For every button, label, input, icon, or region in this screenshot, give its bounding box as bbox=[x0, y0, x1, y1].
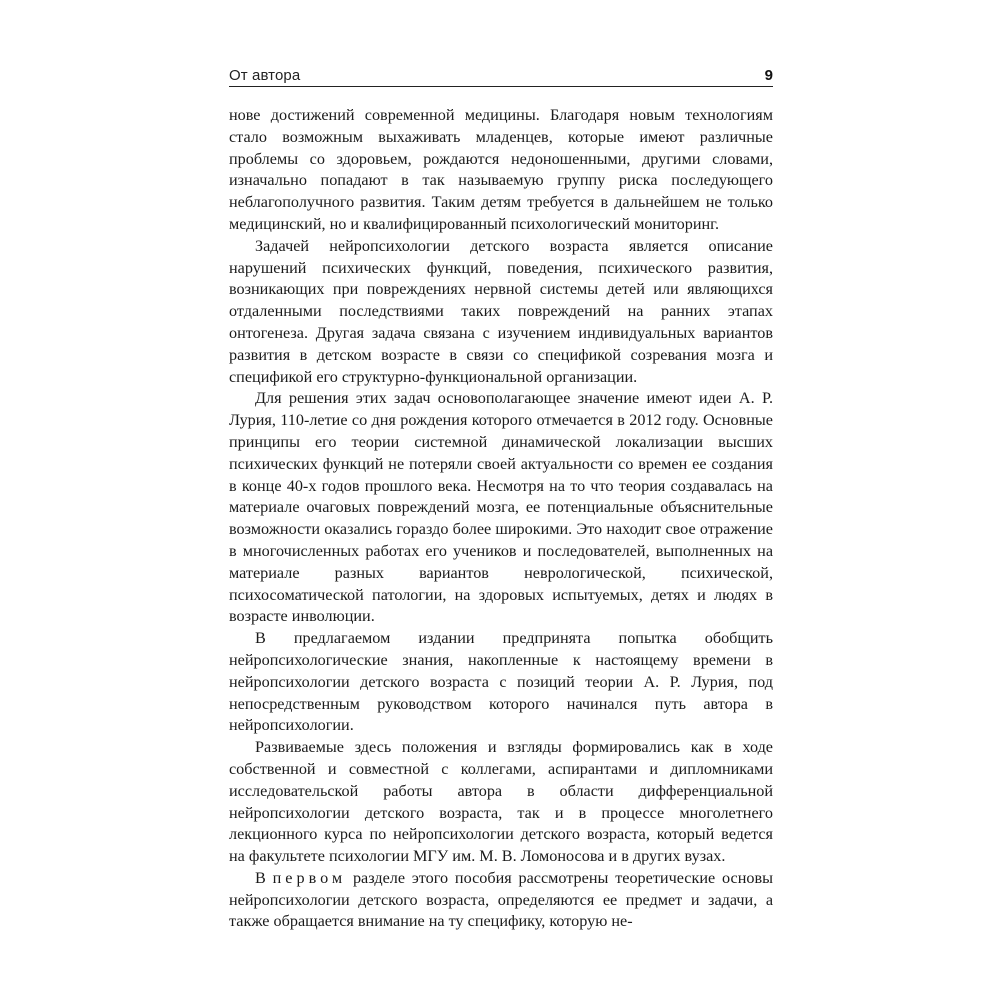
body-text bbox=[229, 105, 773, 933]
emphasized-word: первом bbox=[272, 868, 347, 887]
paragraph-rest: разделе этого пособия рассмотрены теоретические основы нейропсихологии детского возраста, определяются ее предмет и задачи, а также обращается внимание на ту специфику, которую не- bbox=[229, 868, 773, 931]
book-page bbox=[229, 62, 773, 933]
paragraph-continued: нове достижений современной медицины. Благодаря новым технологиям стало возможным выхаживать младенцев, которые имеют различные проблемы со здоровьем, рождаются недоношенными, другими словами, изначально попадают в так называемую группу риска последующего неблагополучного развития. Таким детям требуется в дальнейшем не только медицинский, но и квалифицированный психологический мониторинг. bbox=[229, 106, 773, 233]
paragraph: Для решения этих задач основополагающее значение имеют идеи А. Р. Лурия, 110-летие со дня рождения которого отмечается в 2012 году. Основные принципы его теории системной динамической локализации высших психических функций не потеряли своей актуальности со времен ее создания в конце 40-х годов прошлого века. Несмотря на то что теория создавалась на материале очаговых повреждений мозга, ее потенциальные объяснительные возможности оказались гораздо более широкими. Это находит свое отражение в многочисленных работах его учеников и последователей, выполненных на материале разных вариантов неврологической, психической, психосоматической патологии, на здоровых испытуемых, детях и людях в возрасте инволюции. bbox=[229, 389, 773, 626]
paragraph: В предлагаемом издании предпринята попытка обобщить нейропсихологические знания, накопленные к настоящему времени в нейропсихологии детского возраста с позиций теории А. Р. Лурия, под непосредственным руководством которого начинался путь автора в нейропсихологии. bbox=[229, 629, 773, 735]
paragraph: Развиваемые здесь положения и взгляды формировались как в ходе собственной и совместной с коллегами, аспирантами и дипломниками исследовательской работы автора в области дифференциальной нейропсихологии детского возраста, так и в процессе многолетнего лекционного курса по нейропсихологии детского возраста, который ведется на факультете психологии МГУ им. М. В. Ломоносова и в других вузах. bbox=[229, 738, 773, 866]
section-title: От автора bbox=[229, 67, 301, 84]
running-head bbox=[229, 62, 773, 87]
page-number: 9 bbox=[764, 67, 773, 84]
paragraph-last bbox=[229, 868, 773, 933]
paragraph-lead: В bbox=[255, 868, 273, 887]
paragraph: Задачей нейропсихологии детского возраста является описание нарушений психических функций, поведения, психического развития, возникающих при повреждениях нервной системы детей или являющихся отдаленными последствиями таких повреждений на ранних этапах онтогенеза. Другая задача связана с изучением индивидуальных вариантов развития в детском возрасте в связи со спецификой созревания мозга и спецификой его структурно-функциональной организации. bbox=[229, 236, 773, 386]
